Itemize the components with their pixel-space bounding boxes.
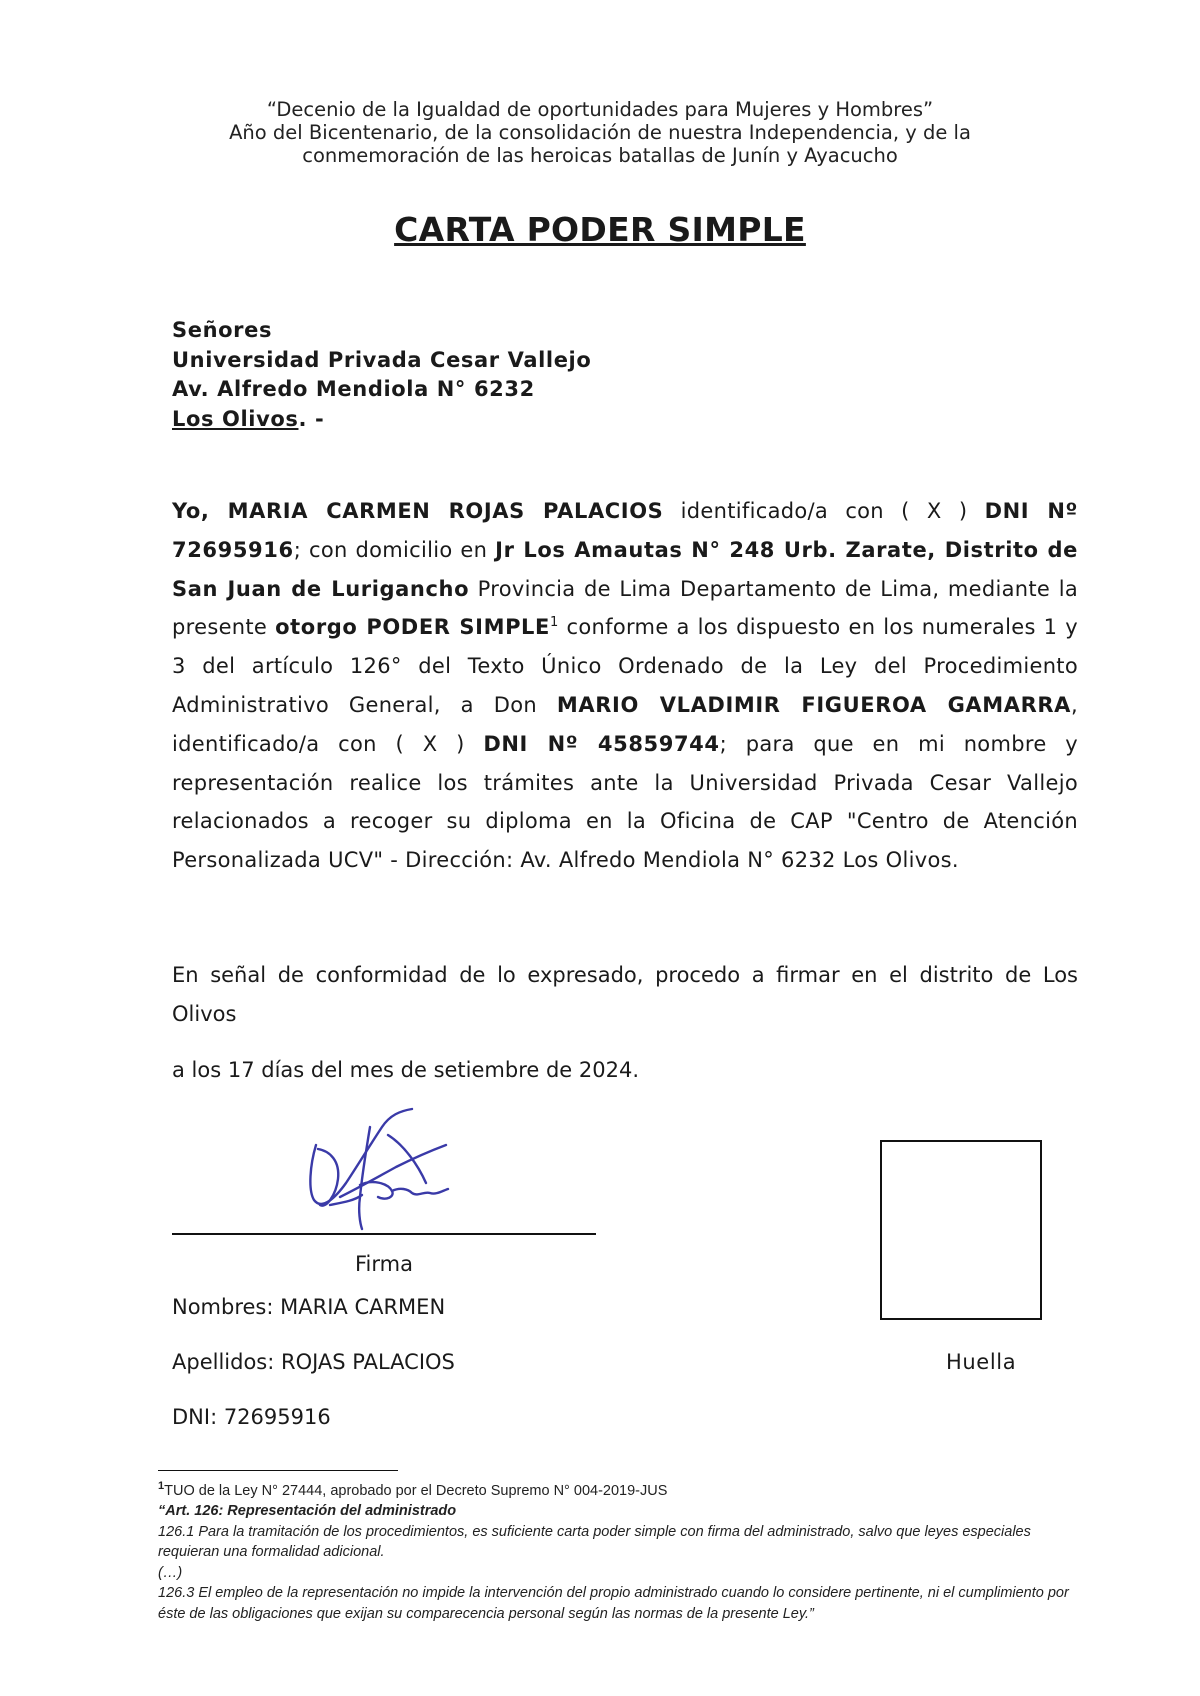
signature-label: Firma xyxy=(355,1252,413,1276)
recipient-city: Los Olivos xyxy=(172,406,299,431)
body-text-5: , identificado/a con ( X ) xyxy=(172,692,1078,756)
grantor-address: Jr Los Amautas N° 248 Urb. Zarate, Distrito de San Juan de Lurigancho xyxy=(172,537,1078,601)
signer-dni: DNI: 72695916 xyxy=(172,1405,331,1429)
body-text-3: Provincia de Lima Departamento de Lima, mediante la presente xyxy=(172,576,1078,640)
fingerprint-box xyxy=(880,1140,1042,1320)
recipient-salutation: Señores xyxy=(172,318,273,342)
recipient-address: Av. Alfredo Mendiola N° 6232 xyxy=(172,377,535,401)
fingerprint-label: Huella xyxy=(946,1350,1017,1374)
signer-surnames: Apellidos: ROJAS PALACIOS xyxy=(172,1350,455,1374)
grantor-name: Yo, MARIA CARMEN ROJAS PALACIOS xyxy=(172,499,664,523)
footnote-line-3: 126.1 Para la tramitación de los procedimientos, es suficiente carta poder simple con firma del administrado, salvo que leyes especiales requieran una formalidad adicional. xyxy=(158,1523,1031,1561)
conformity-paragraph: En señal de conformidad de lo expresado, procedo a firmar en el distrito de Los Olivos xyxy=(172,963,1078,1026)
footnote-line-1: TUO de la Ley N° 27444, aprobado por el Decreto Supremo N° 004-2019-JUS xyxy=(164,1482,668,1499)
proxy-dni: DNI Nº 45859744 xyxy=(483,731,720,756)
recipient-block xyxy=(172,316,591,434)
signer-names: Nombres: MARIA CARMEN xyxy=(172,1295,446,1319)
recipient-city-suffix: . - xyxy=(298,406,325,431)
footnote-separator xyxy=(158,1470,398,1471)
footnote-line-5: 126.3 El empleo de la representación no impide la intervención del propio administrado cuando lo considere pertinente, ni el cumplimiento por éste de las obligaciones que exijan su comparecencia personal según las normas de la presente Ley.” xyxy=(158,1585,1069,1622)
footnote-number: 1 xyxy=(158,1480,165,1492)
header-line-3: conmemoración de las heroicas batallas de Junín y Ayacucho xyxy=(302,144,898,167)
power-grant: otorgo PODER SIMPLE xyxy=(275,615,550,640)
body-text-4: conforme a los dispuesto en los numerales 1 y 3 del artículo 126° del Texto Único Ordenado de la Ley del Procedimiento Administrativo General, a Don xyxy=(172,615,1079,717)
proxy-name: MARIO VLADIMIR FIGUEROA GAMARRA xyxy=(556,692,1072,717)
signature-image xyxy=(300,1105,480,1235)
date-line: a los 17 días del mes de setiembre de 2024. xyxy=(172,1058,640,1082)
recipient-institution: Universidad Privada Cesar Vallejo xyxy=(172,347,592,372)
footnote-line-2: “Art. 126: Representación del administrado xyxy=(158,1503,457,1520)
footnote-reference: 1 xyxy=(550,615,559,631)
decade-header xyxy=(150,98,1050,167)
body-text-1: identificado/a con ( X ) xyxy=(663,499,985,523)
body-text-6: ; para que en mi nombre y representación realice los trámites ante la Universidad Privada Cesar Vallejo relacionados a recoger su diploma en la Oficina de CAP "Centro de Atención Personalizada UCV" - Dirección: Av. Alfredo Mendiola N° 6232 Los Olivos. xyxy=(172,731,1078,873)
signature-line xyxy=(172,1233,596,1235)
header-line-2: Año del Bicentenario, de la consolidación de nuestra Independencia, y de la xyxy=(229,121,971,144)
footnote-citation xyxy=(158,1476,1078,1501)
body-paragraph xyxy=(172,492,1078,880)
footnote xyxy=(158,1476,1078,1624)
recipient-city-line xyxy=(172,405,591,435)
document-title: CARTA PODER SIMPLE xyxy=(394,210,806,249)
header-line-1: “Decenio de la Igualdad de oportunidades para Mujeres y Hombres” xyxy=(266,98,934,121)
body-text-2: ; con domicilio en xyxy=(293,537,496,562)
grantor-dni: DNI Nº 72695916 xyxy=(172,499,1078,562)
footnote-line-4: (…) xyxy=(158,1564,183,1581)
